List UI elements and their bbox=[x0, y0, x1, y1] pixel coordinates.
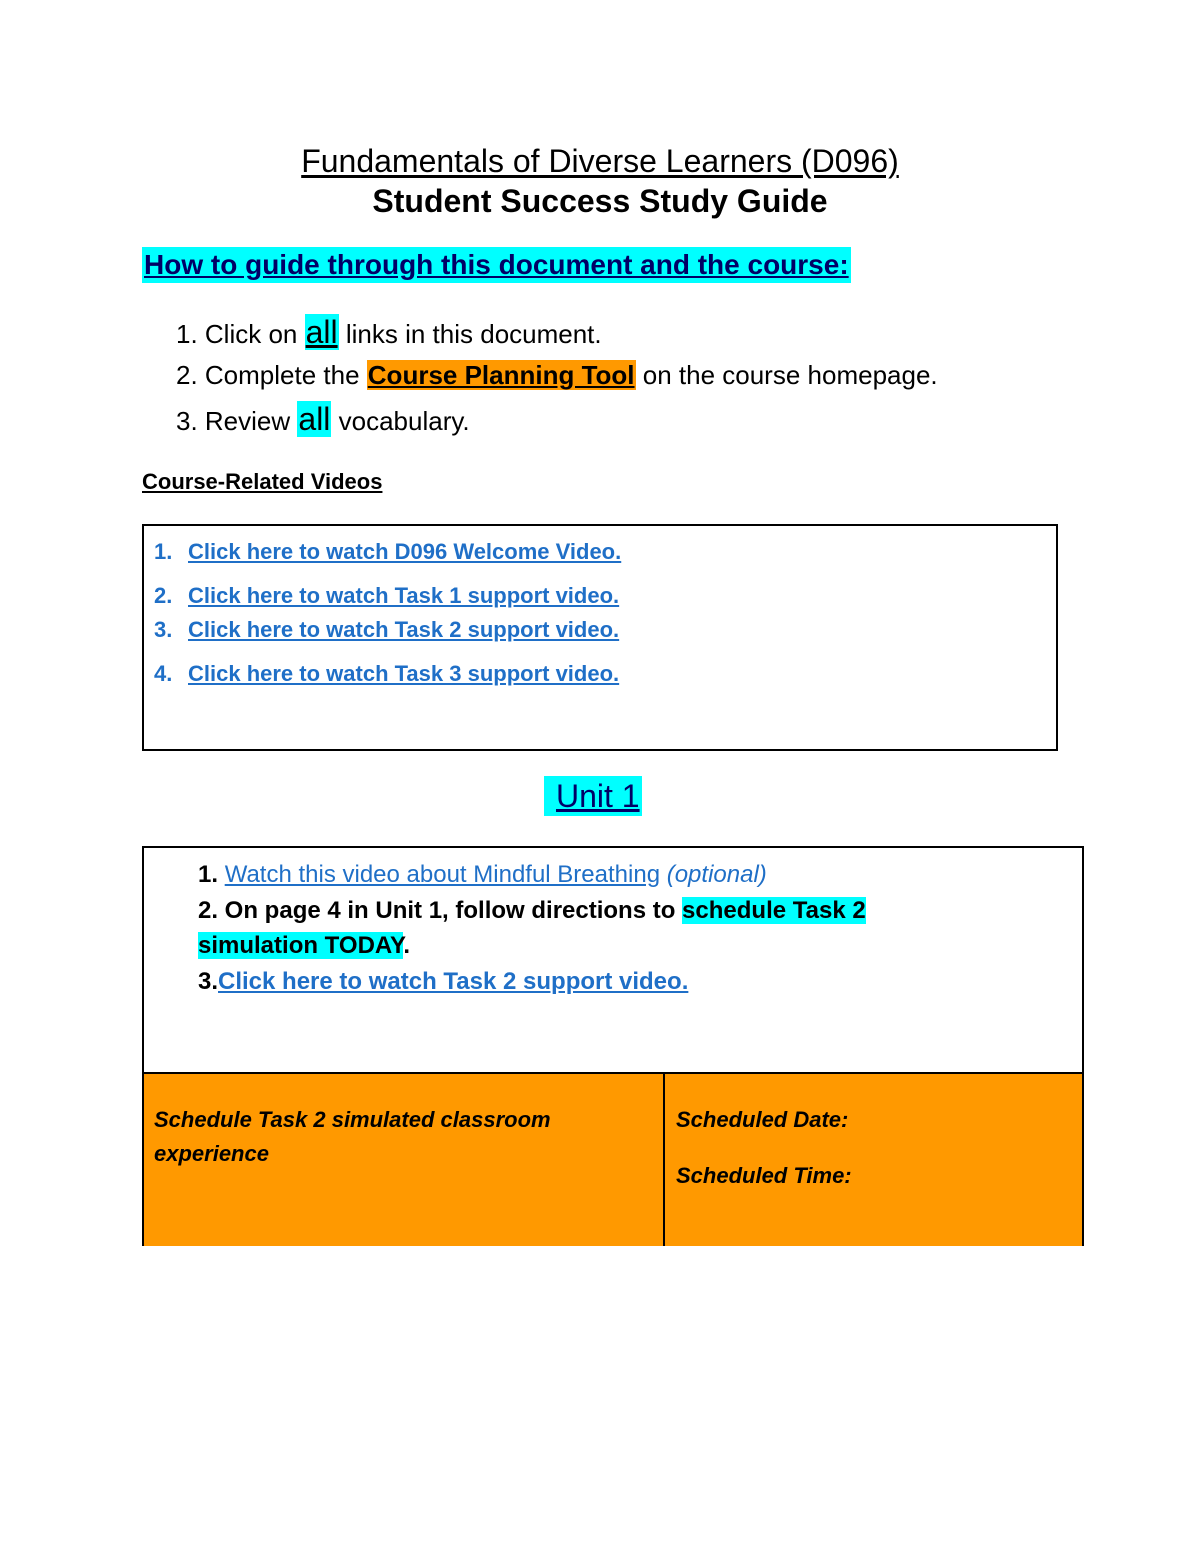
video-link-4-number: 4. bbox=[154, 661, 173, 686]
step-2-suffix: on the course homepage. bbox=[635, 360, 938, 390]
howto-step-1 bbox=[176, 315, 602, 351]
step-1-highlight: all bbox=[305, 314, 338, 350]
schedule-row-divider bbox=[663, 1074, 665, 1246]
video-link-1-number: 1. bbox=[154, 539, 173, 564]
video-link-task-1[interactable]: Click here to watch Task 1 support video. bbox=[188, 583, 620, 608]
step-3-prefix: 3. Review bbox=[176, 406, 298, 436]
schedule-task-label: Schedule Task 2 simulated classroom experience bbox=[154, 1107, 551, 1166]
videos-heading: Course-Related Videos bbox=[142, 469, 383, 494]
unit-1-item-3 bbox=[198, 964, 688, 999]
course-planning-tool-link[interactable]: Course Planning Tool bbox=[367, 360, 635, 390]
unit-1-item-1 bbox=[198, 857, 767, 892]
optional-note: (optional) bbox=[666, 861, 767, 888]
video-link-item-2 bbox=[154, 582, 619, 610]
document-subtitle: Student Success Study Guide bbox=[372, 183, 828, 219]
unit-1-task-2-video-link[interactable]: Click here to watch Task 2 support video. bbox=[218, 968, 689, 995]
unit-1-item-1-number: 1. bbox=[198, 861, 219, 888]
unit-1-item-2-end: . bbox=[403, 932, 411, 959]
mindful-breathing-video-link[interactable]: Watch this video about Mindful Breathing bbox=[224, 861, 661, 888]
video-link-task-2[interactable]: Click here to watch Task 2 support video. bbox=[188, 617, 620, 642]
simulation-today-highlight: simulation TODAY bbox=[198, 932, 404, 959]
howto-heading: How to guide through this document and the course: bbox=[142, 247, 851, 283]
unit-1-heading: Unit 1 bbox=[544, 776, 642, 816]
scheduled-time-label: Scheduled Time: bbox=[676, 1163, 852, 1188]
schedule-task-2-highlight: schedule Task 2 bbox=[682, 897, 866, 924]
howto-step-3 bbox=[176, 402, 470, 438]
howto-step-2 bbox=[176, 358, 938, 392]
video-link-3-number: 3. bbox=[154, 617, 173, 642]
video-link-welcome[interactable]: Click here to watch D096 Welcome Video. bbox=[188, 539, 622, 564]
scheduled-date-label: Scheduled Date: bbox=[676, 1107, 849, 1132]
video-link-task-3[interactable]: Click here to watch Task 3 support video. bbox=[188, 661, 620, 686]
document-title: Fundamentals of Diverse Learners (D096) bbox=[301, 143, 899, 179]
video-link-item-3 bbox=[154, 616, 619, 644]
step-1-suffix: links in this document. bbox=[338, 319, 602, 349]
unit-1-item-2-text: 2. On page 4 in Unit 1, follow directions to bbox=[198, 897, 683, 924]
step-1-prefix: 1. Click on bbox=[176, 319, 305, 349]
unit-1-item-3-number: 3. bbox=[198, 968, 219, 995]
step-3-suffix: vocabulary. bbox=[331, 406, 470, 436]
unit-1-item-2-line-2 bbox=[198, 928, 410, 963]
video-link-2-number: 2. bbox=[154, 583, 173, 608]
step-3-highlight: all bbox=[298, 401, 331, 437]
video-link-item-1 bbox=[154, 538, 621, 566]
video-link-item-4 bbox=[154, 660, 619, 688]
step-2-prefix: 2. Complete the bbox=[176, 360, 367, 390]
unit-1-item-2-line-1 bbox=[198, 893, 866, 928]
